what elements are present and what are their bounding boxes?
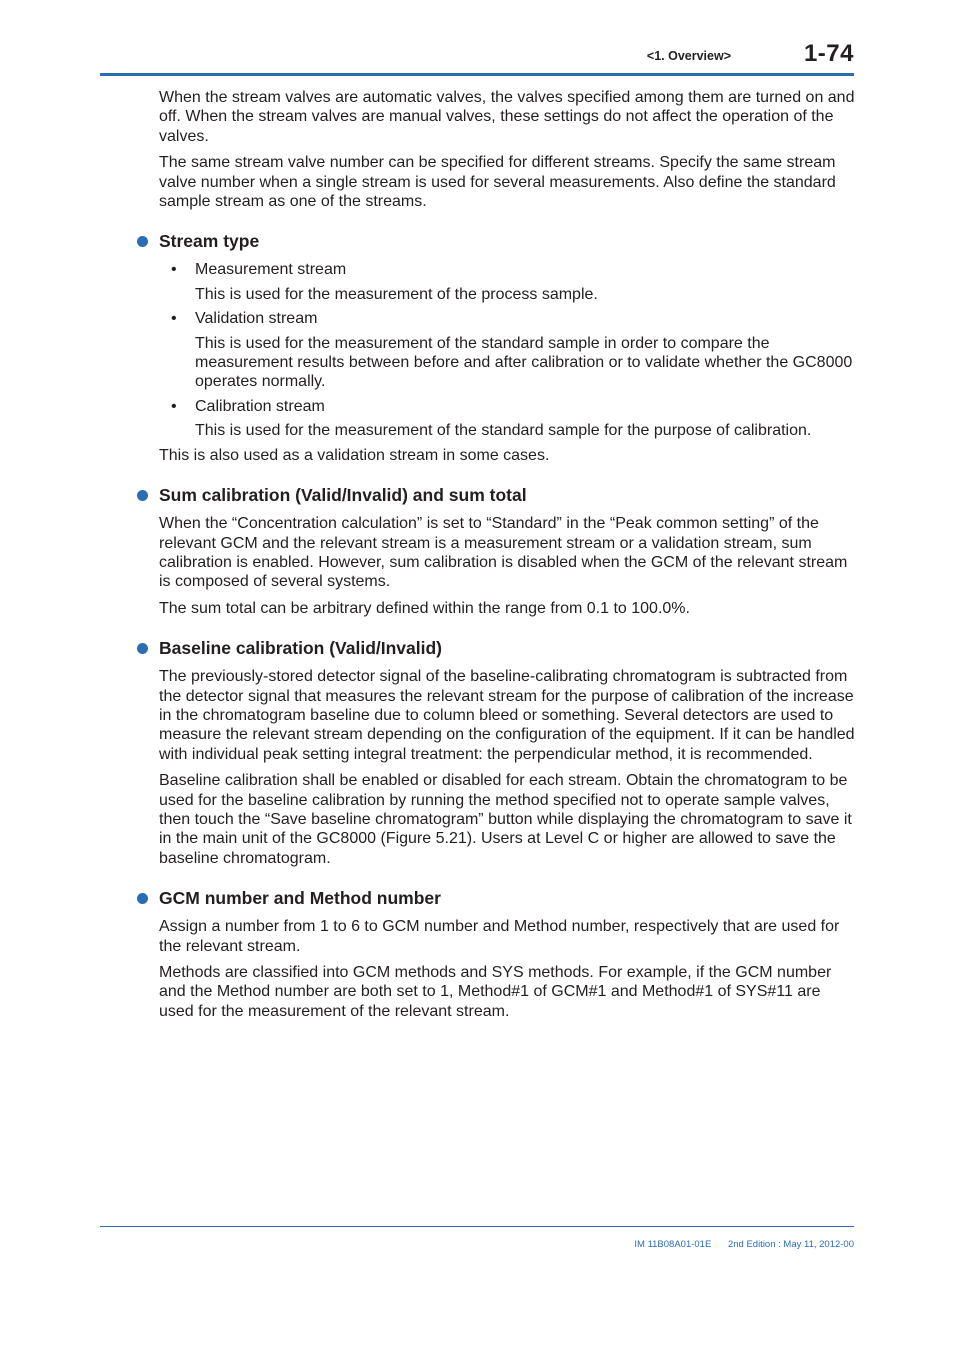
edition-info: 2nd Edition : May 11, 2012-00: [727, 1239, 854, 1250]
document-id: IM 11B08A01-01E: [634, 1239, 712, 1250]
bullet-icon: •: [171, 261, 177, 279]
page-number: 1-74: [803, 40, 854, 67]
header-divider: [100, 73, 854, 76]
list-item-text: Measurement stream: [195, 261, 347, 279]
list-item-description: This is used for the measurement of the process sample.: [195, 285, 598, 303]
bullet-icon: •: [171, 310, 177, 328]
section-heading-gcm-method: [159, 888, 855, 908]
intro-paragraph: The same stream valve number can be specified for different streams. Specify the same stream valve number when a single stream is used for several measurements. Also define the standard sample stream as one of the streams.: [159, 154, 836, 211]
heading-text: Baseline calibration (Valid/Invalid): [159, 638, 442, 659]
body-paragraph: The sum total can be arbitrary defined within the range from 0.1 to 100.0%.: [159, 599, 690, 617]
list-item-text: Validation stream: [195, 310, 318, 328]
heading-text: Stream type: [159, 231, 260, 252]
body-paragraph: The previously-stored detector signal of the baseline-calibrating chromatogram is subtracted from the detector signal that measures the relevant stream for the purpose of calibration of the increase in the chromatogram baseline due to column bleed or something. Several detectors are used to measure the relevant stream depending on the configuration of the equipment. If it can be handled with individual peak setting integral treatment: the perpendicular method, it is recommended.: [159, 668, 855, 763]
bullet-dot-icon: [137, 236, 148, 247]
heading-text: Sum calibration (Valid/Invalid) and sum total: [159, 485, 527, 506]
body-paragraph: Baseline calibration shall be enabled or disabled for each stream. Obtain the chromatogram to be used for the baseline calibration by running the method specified not to operate sample valves, then touch the “Save baseline chromatogram” button while displaying the chromatogram to save it in the main unit of the GC8000 (Figure 5.21). Users at Level C or higher are allowed to save the baseline chromatogram.: [159, 772, 852, 867]
bullet-dot-icon: [137, 490, 148, 501]
list-item-description: This is used for the measurement of the standard sample for the purpose of calibration.: [195, 422, 812, 440]
body-paragraph: Assign a number from 1 to 6 to GCM number and Method number, respectively that are used for the relevant stream.: [159, 918, 840, 955]
list-item-label: [159, 260, 855, 279]
section-heading-stream-type: [159, 231, 855, 251]
footer: [634, 1239, 854, 1250]
body-paragraph: When the “Concentration calculation” is set to “Standard” in the “Peak common setting” of the relevant GCM and the relevant stream is a measurement stream or a validation stream, sum calibration is enabled. However, sum calibration is disabled when the GCM of the relevant stream is composed of several systems.: [159, 515, 848, 591]
list-item-description: This is used for the measurement of the standard sample in order to compare the measurement results between before and after calibration or to validate whether the GC8000 operates normally.: [195, 334, 853, 391]
bullet-dot-icon: [137, 643, 148, 654]
intro-paragraph: When the stream valves are automatic valves, the valves specified among them are turned on and off. When the stream valves are manual valves, these settings do not affect the operation of the valves.: [159, 89, 855, 145]
bullet-icon: •: [171, 397, 177, 415]
section-heading-baseline-calibration: [159, 638, 855, 658]
list-item-label: [159, 397, 855, 416]
bullet-dot-icon: [137, 893, 148, 904]
body-paragraph: Methods are classified into GCM methods and SYS methods. For example, if the GCM number and the Method number are both set to 1, Method#1 of GCM#1 and Method#1 of SYS#11 are used for the measurement of the relevant stream.: [159, 964, 832, 1020]
footer-divider: [100, 1226, 854, 1227]
stream-type-list: [159, 260, 855, 440]
page-body: [159, 88, 855, 1028]
header-section-title: <1. Overview>: [646, 49, 731, 63]
section-heading-sum-calibration: [159, 485, 855, 505]
heading-text: GCM number and Method number: [159, 888, 441, 909]
stream-type-note: This is also used as a validation stream in some cases.: [159, 446, 550, 464]
list-item-label: [159, 309, 855, 328]
list-item-text: Calibration stream: [195, 397, 325, 415]
